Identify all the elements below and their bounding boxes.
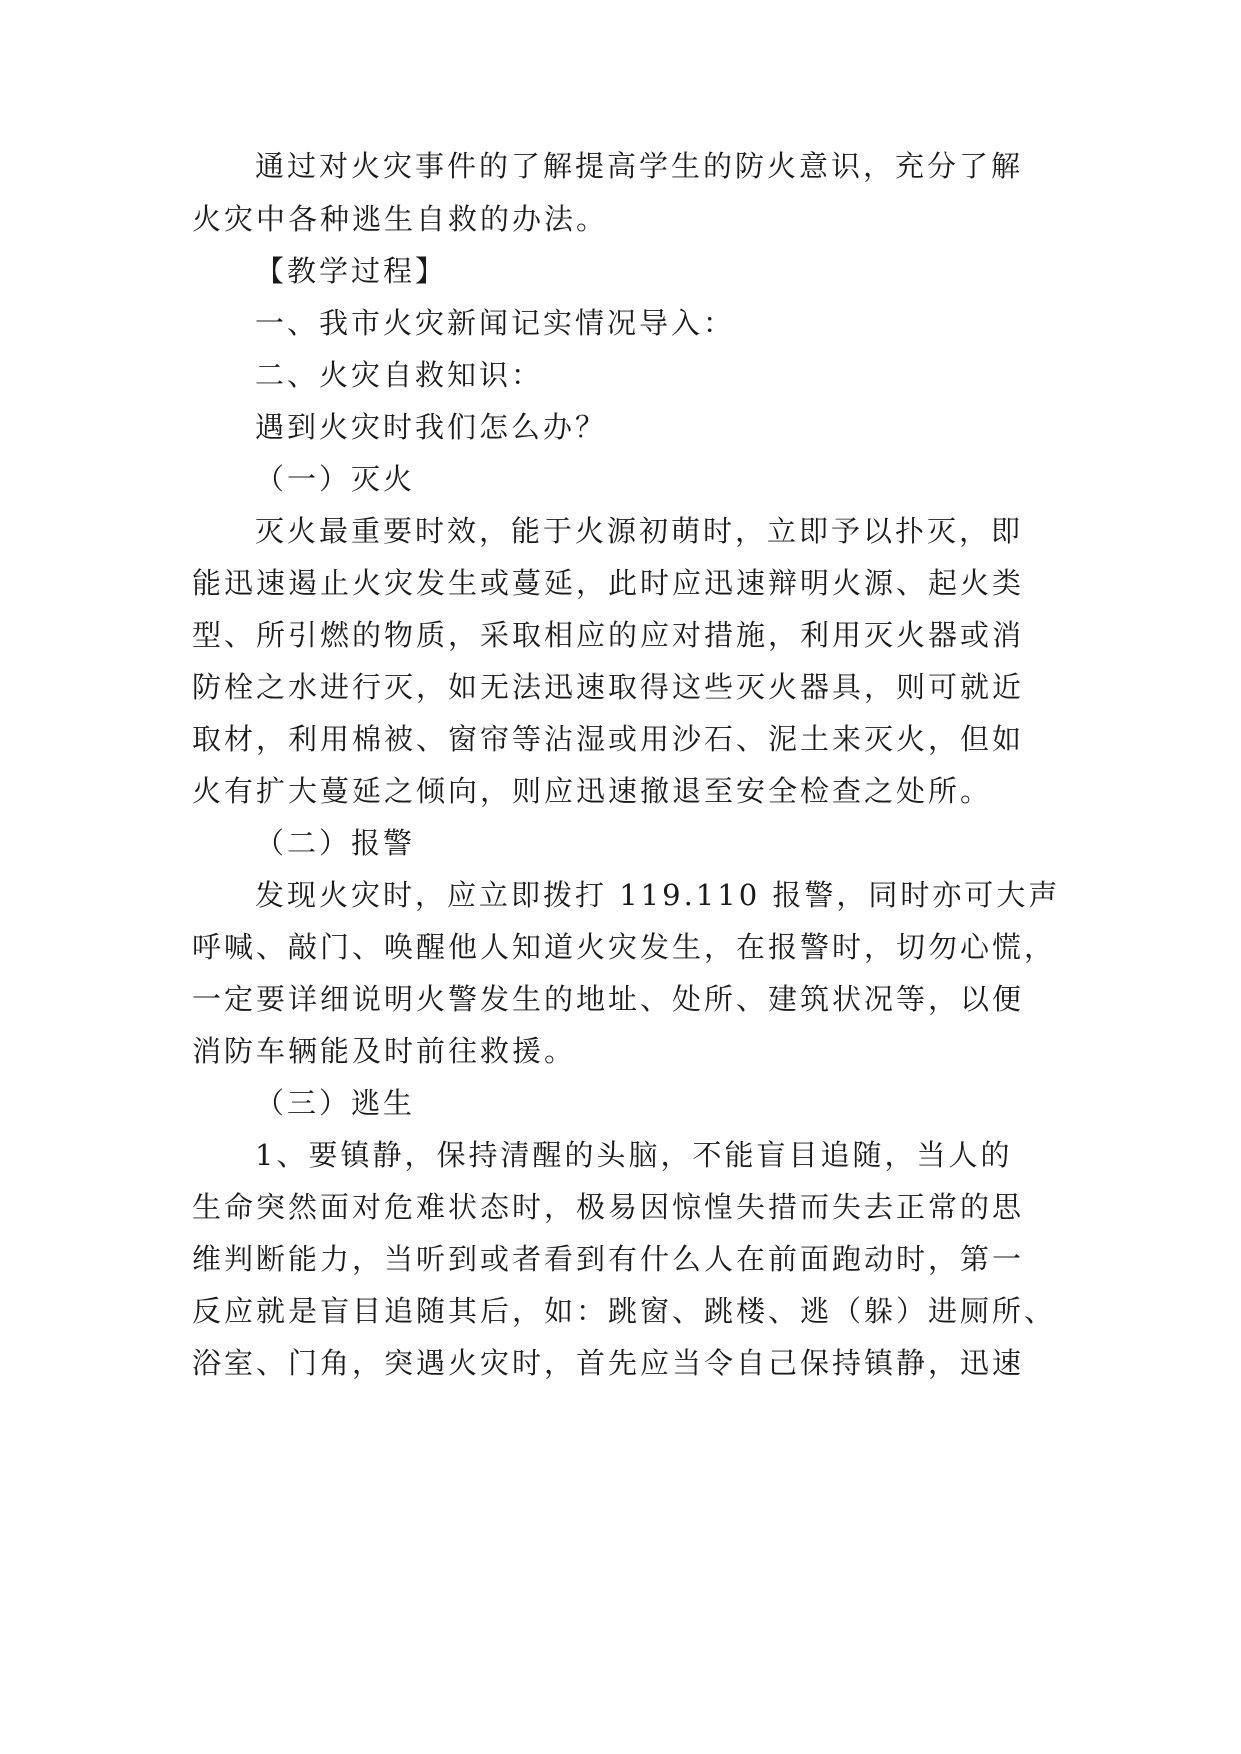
- paragraph-line: 消防车辆能及时前往救援。: [192, 1034, 577, 1068]
- paragraph-line: 生命突然面对危难状态时，极易因惊惶失措而失去正常的思: [192, 1190, 1025, 1224]
- subsection-heading: （二）报警: [255, 826, 416, 860]
- paragraph-line: 发现火灾时，应立即拨打 119.110 报警，同时亦可大声: [255, 878, 1061, 912]
- paragraph-line: 1、要镇静，保持清醒的头脑，不能盲目追随，当人的: [255, 1138, 1013, 1172]
- paragraph-line: 火有扩大蔓延之倾向，则应迅速撤退至安全检查之处所。: [192, 774, 993, 808]
- paragraph-line: 通过对火灾事件的了解提高学生的防火意识，充分了解: [255, 149, 1024, 183]
- section-heading: 一、我市火灾新闻记实情况导入：: [255, 306, 736, 340]
- section-heading: 二、火灾自救知识：: [255, 358, 544, 392]
- paragraph-line: 能迅速遏止火灾发生或蔓延，此时应迅速辩明火源、起火类: [192, 566, 1025, 600]
- paragraph-line: 维判断能力，当听到或者看到有什么人在前面跑动时，第一: [192, 1242, 1025, 1276]
- paragraph-line: 一定要详细说明火警发生的地址、处所、建筑状况等，以便: [192, 982, 1025, 1016]
- paragraph-line: 型、所引燃的物质，采取相应的应对措施，利用灭火器或消: [192, 618, 1025, 652]
- section-heading: 【教学过程】: [255, 254, 448, 288]
- paragraph-line: 灭火最重要时效，能于火源初萌时，立即予以扑灭，即: [255, 514, 1024, 548]
- paragraph-line: 火灾中各种逃生自救的办法。: [192, 202, 609, 236]
- paragraph-line: 遇到火灾时我们怎么办？: [255, 410, 608, 444]
- subsection-heading: （三）逃生: [255, 1086, 416, 1120]
- paragraph-line: 取材，利用棉被、窗帘等沾湿或用沙石、泥土来灭火，但如: [192, 722, 1025, 756]
- paragraph-line: 反应就是盲目追随其后，如：跳窗、跳楼、逃（躲）进厕所、: [192, 1294, 1057, 1328]
- paragraph-line: 防栓之水进行灭，如无法迅速取得这些灭火器具，则可就近: [192, 670, 1025, 704]
- subsection-heading: （一）灭火: [255, 462, 416, 496]
- paragraph-line: 浴室、门角，突遇火灾时，首先应当令自己保持镇静，迅速: [192, 1346, 1025, 1380]
- paragraph-line: 呼喊、敲门、唤醒他人知道火灾发生，在报警时，切勿心慌，: [192, 930, 1057, 964]
